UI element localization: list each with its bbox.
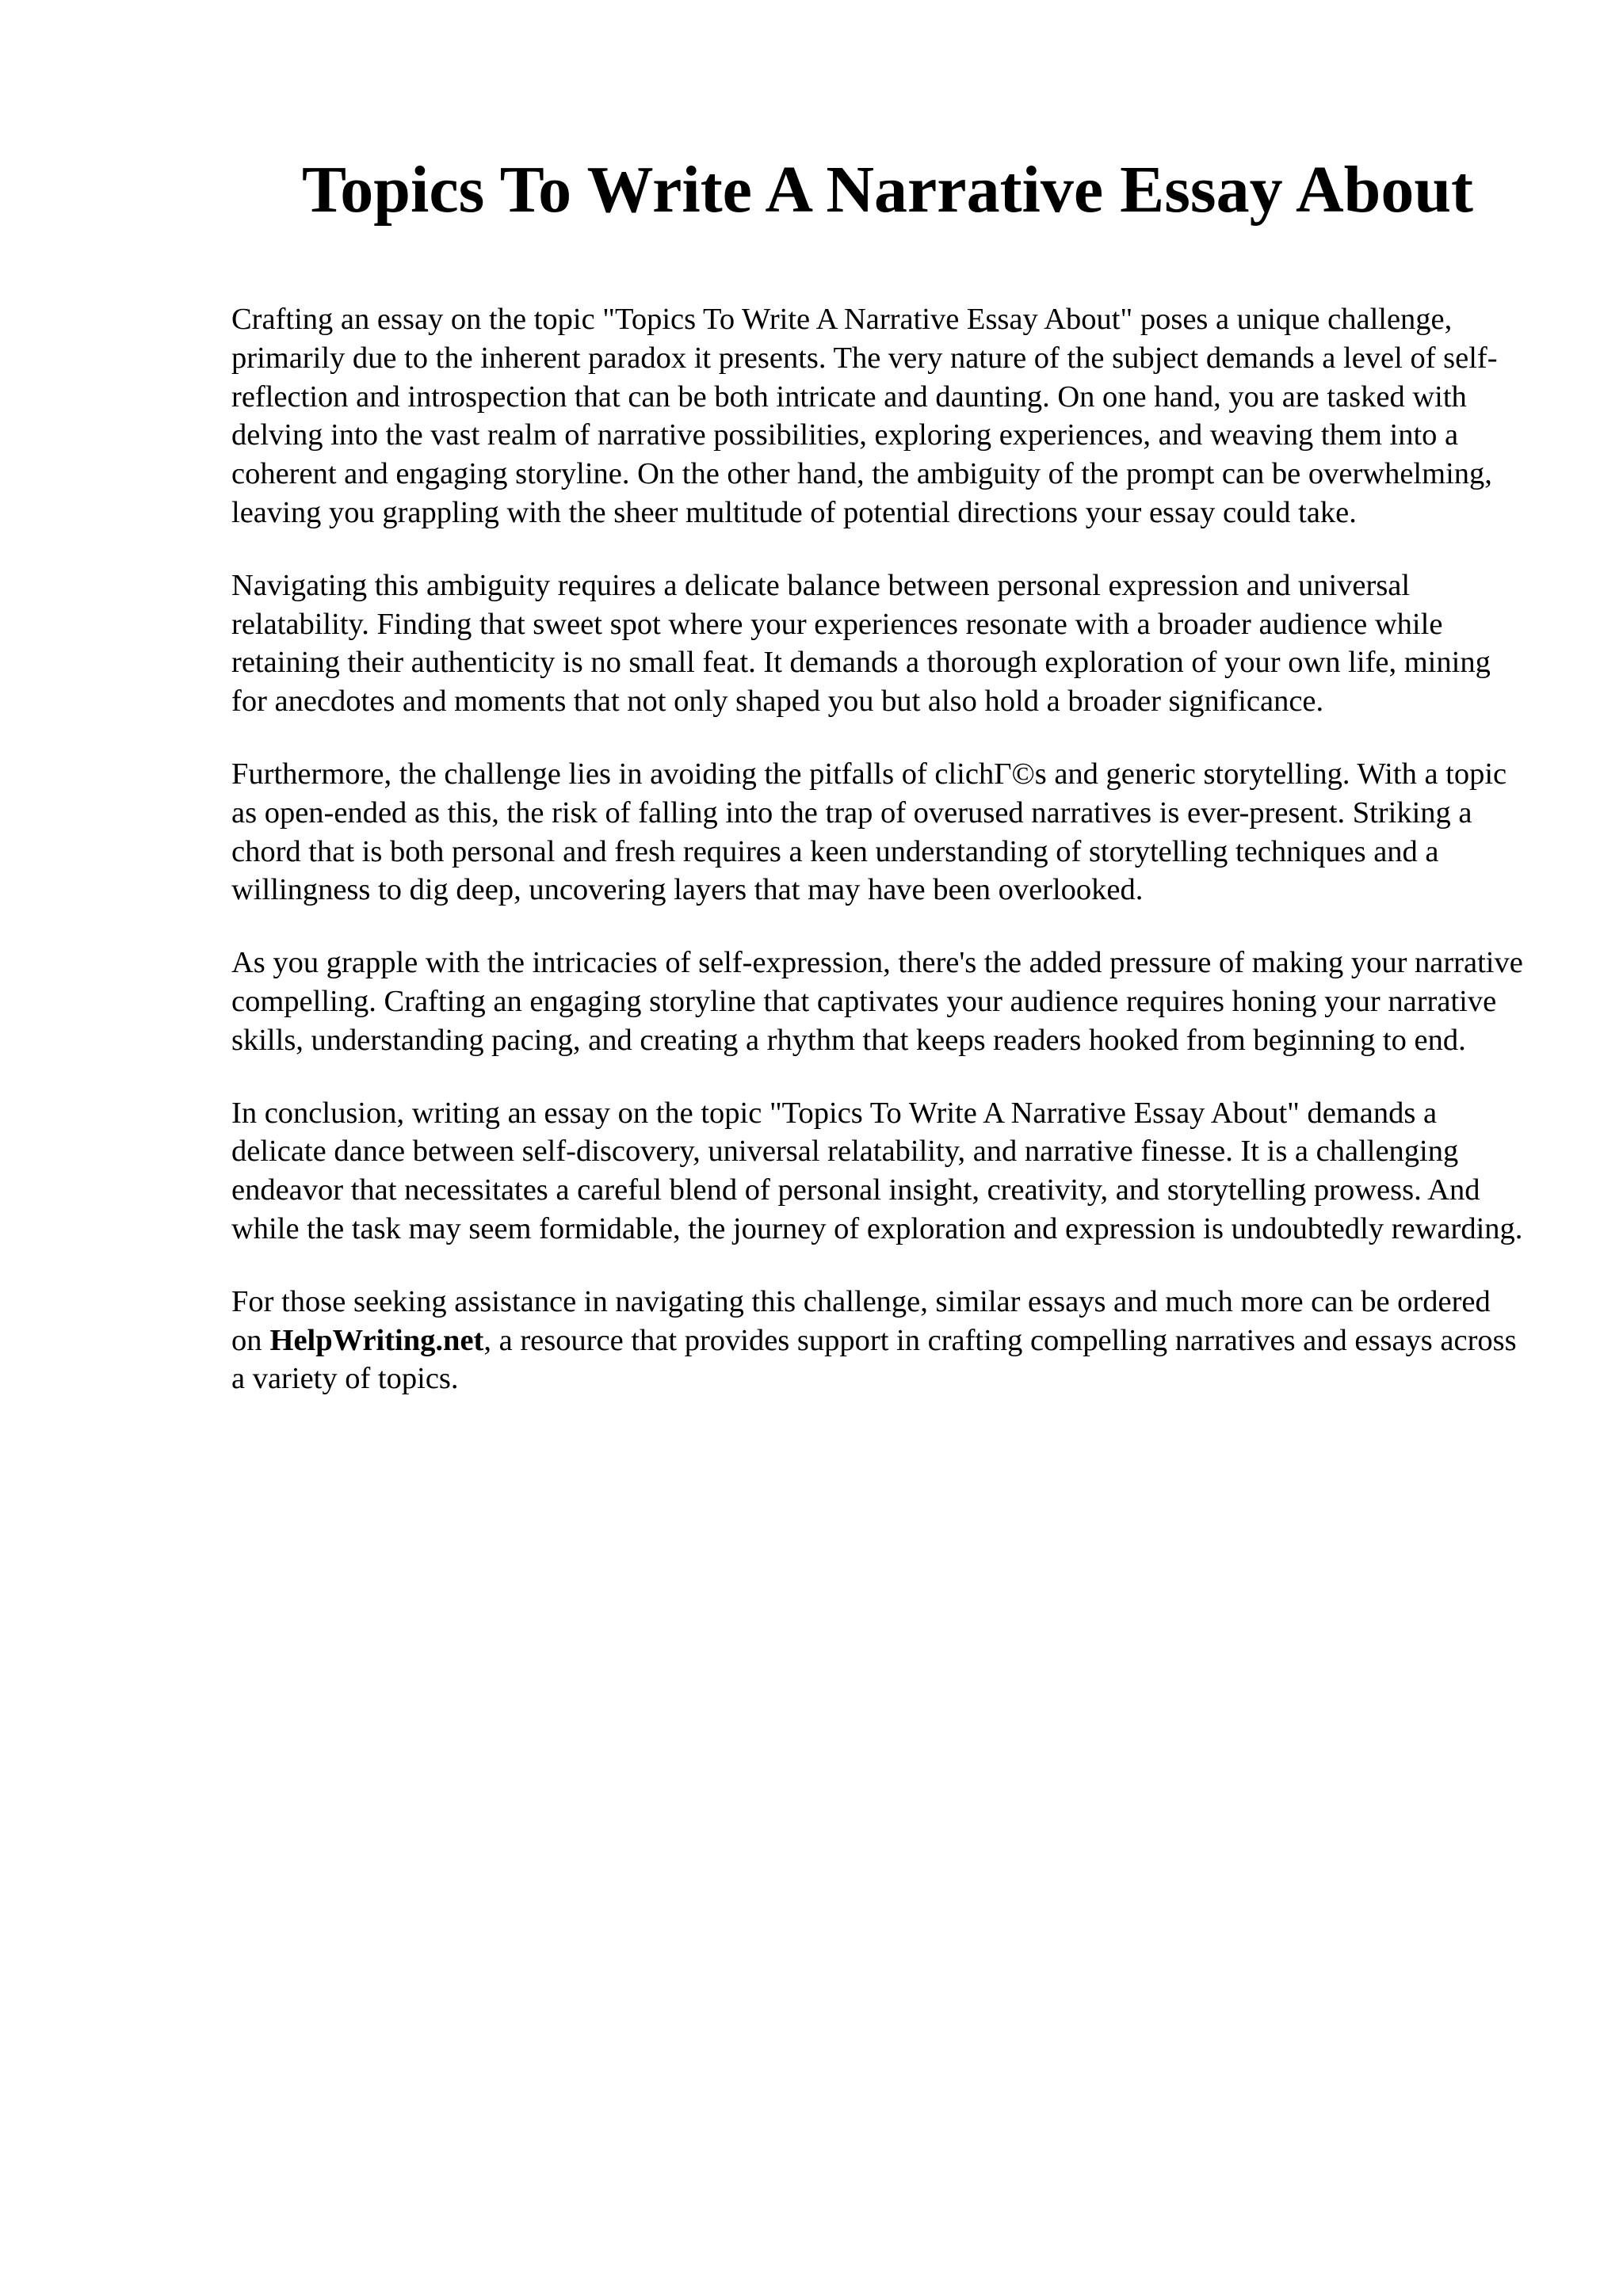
helpwriting-link[interactable]: HelpWriting.net bbox=[269, 1323, 484, 1357]
paragraph-5: In conclusion, writing an essay on the topic "Topics To Write A Narrative Essay About" demands a delicate dance between self-discovery, universal relatability, and narrative finesse. It is a challenging endeavor that necessitates a careful blend of personal insight, creativity, and storytelling prowess. And while the task may seem formidable, the journey of exploration and expression is undoubtedly rewarding. bbox=[231, 1096, 1523, 1245]
document-title: Topics To Write A Narrative Essay About bbox=[301, 153, 1474, 227]
closing-text-after-link: , a resource that provides support in crafting compelling narratives and essays across a variety of topics. bbox=[231, 1323, 1517, 1396]
paragraph-4: As you grapple with the intricacies of self-expression, there's the added pressure of making your narrative compelling. Crafting an engaging storyline that captivates your audience requires honing your narrative skills, understanding pacing, and creating a rhythm that keeps readers hooked from beginning to end. bbox=[231, 946, 1523, 1057]
paragraph-1: Crafting an essay on the topic "Topics To Write A Narrative Essay About" poses a unique challenge, primarily due to the inherent paradox it presents. The very nature of the subject demands a level of self-reflection and introspection that can be both intricate and daunting. On one hand, you are tasked with delving into the vast realm of narrative possibilities, exploring experiences, and weaving them into a coherent and engaging storyline. On the other hand, the ambiguity of the prompt can be overwhelming, leaving you grappling with the sheer multitude of potential directions your essay could take. bbox=[231, 303, 1498, 529]
paragraph-2: Navigating this ambiguity requires a delicate balance between personal expression and universal relatability. Finding that sweet spot where your experiences resonate with a broader audience while retaining their authenticity is no small feat. It demands a thorough exploration of your own life, mining for anecdotes and moments that not only shaped you but also hold a broader significance. bbox=[231, 568, 1491, 719]
closing-paragraph bbox=[231, 1283, 1525, 1398]
closing-text-before-link: For those seeking assistance in navigating this challenge, similar essays and much more can be ordered on bbox=[231, 1284, 1491, 1357]
paragraph-3: Furthermore, the challenge lies in avoiding the pitfalls of clichΓ©s and generic storytelling. With a topic as open-ended as this, the risk of falling into the trap of overused narratives is ever-present. Striking a chord that is both personal and fresh requires a keen understanding of storytelling techniques and a willingness to dig deep, uncovering layers that may have been overlooked. bbox=[231, 757, 1507, 907]
document-body bbox=[231, 300, 1525, 1432]
